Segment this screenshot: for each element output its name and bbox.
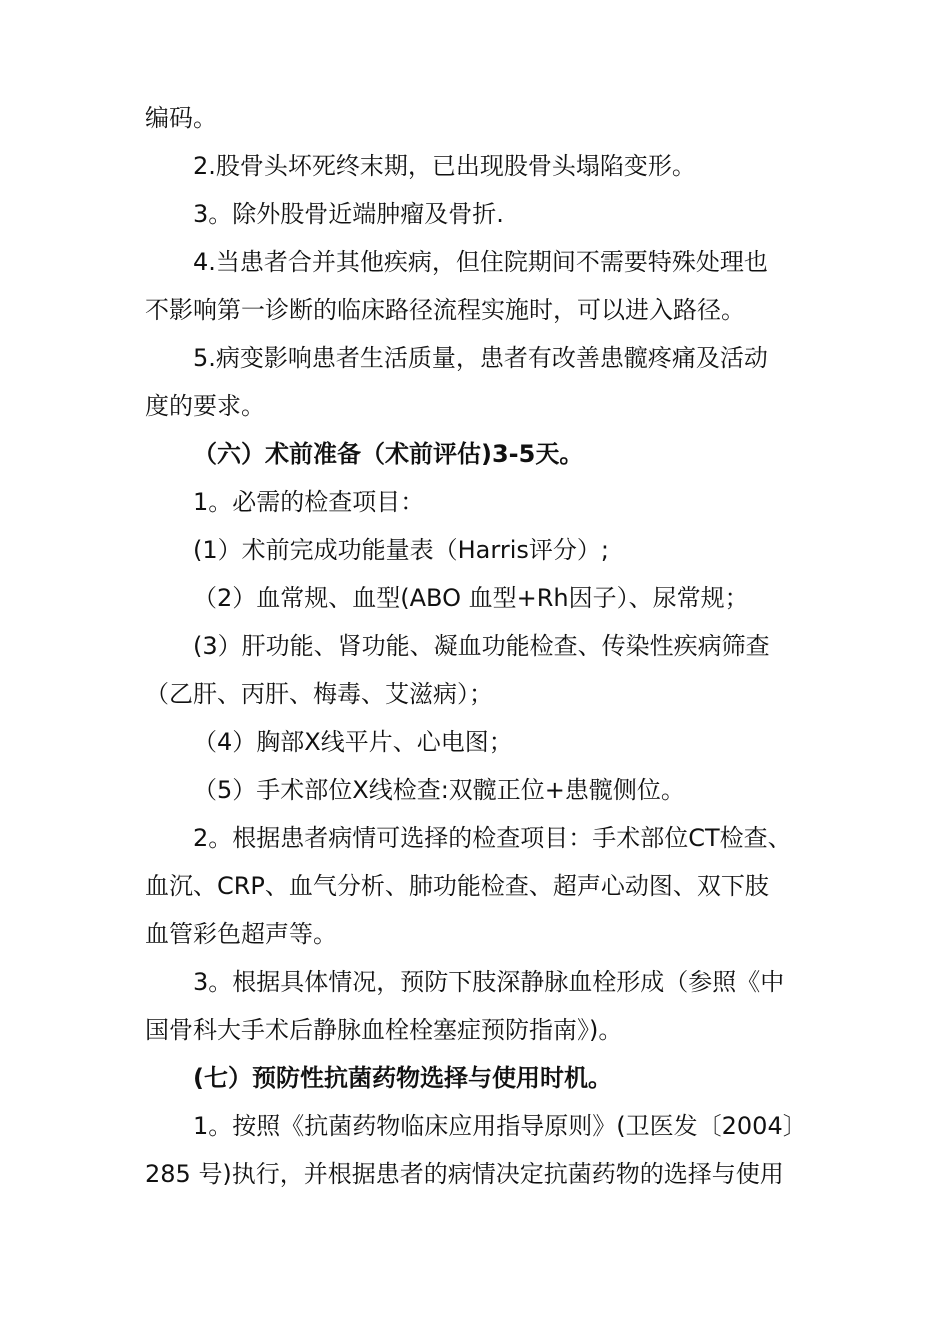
text-line: 1。按照《抗菌药物临床应用指导原则》(卫医发〔2004〕	[193, 1112, 807, 1140]
text-line: 不影响第一诊断的临床路径流程实施时，可以进入路径。	[145, 296, 745, 324]
text-line: （4）胸部X线平片、心电图；	[193, 728, 513, 756]
section-heading: (七）预防性抗菌药物选择与使用时机。	[193, 1064, 612, 1092]
text-line: （乙肝、丙肝、梅毒、艾滋病）；	[145, 680, 493, 708]
text-line: 4.当患者合并其他疾病，但住院期间不需要特殊处理也	[193, 248, 768, 276]
text-line: 血管彩色超声等。	[145, 920, 337, 948]
text-line: 2。根据患者病情可选择的检查项目：手术部位CT检查、	[193, 824, 792, 852]
text-line: 度的要求。	[145, 392, 265, 420]
text-line: 2.股骨头坏死终末期，已出现股骨头塌陷变形。	[193, 152, 696, 180]
text-line: 国骨科大手术后静脉血栓栓塞症预防指南》)。	[145, 1016, 623, 1044]
text-line: （5）手术部位X线检查:双髋正位+患髋侧位。	[193, 776, 685, 804]
text-line: (3）肝功能、肾功能、凝血功能检查、传染性疾病筛查	[193, 632, 770, 660]
text-line: 285 号)执行，并根据患者的病情决定抗菌药物的选择与使用	[145, 1160, 784, 1188]
text-line: 3。除外股骨近端肿瘤及骨折.	[193, 200, 504, 228]
text-line: 血沉、CRP、血气分析、肺功能检查、超声心动图、双下肢	[145, 872, 769, 900]
text-line: 1。必需的检查项目：	[193, 488, 425, 516]
text-line: （2）血常规、血型(ABO 血型+Rh因子）、尿常规；	[193, 584, 749, 612]
text-line: 3。根据具体情况，预防下肢深静脉血栓形成（参照《中	[193, 968, 785, 996]
text-line: 5.病变影响患者生活质量，患者有改善患髋疼痛及活动	[193, 344, 768, 372]
text-line: 编码。	[145, 104, 217, 132]
section-heading: （六）术前准备（术前评估)3-5天。	[193, 440, 584, 468]
text-line: (1）术前完成功能量表（Harris评分）;	[193, 536, 609, 564]
